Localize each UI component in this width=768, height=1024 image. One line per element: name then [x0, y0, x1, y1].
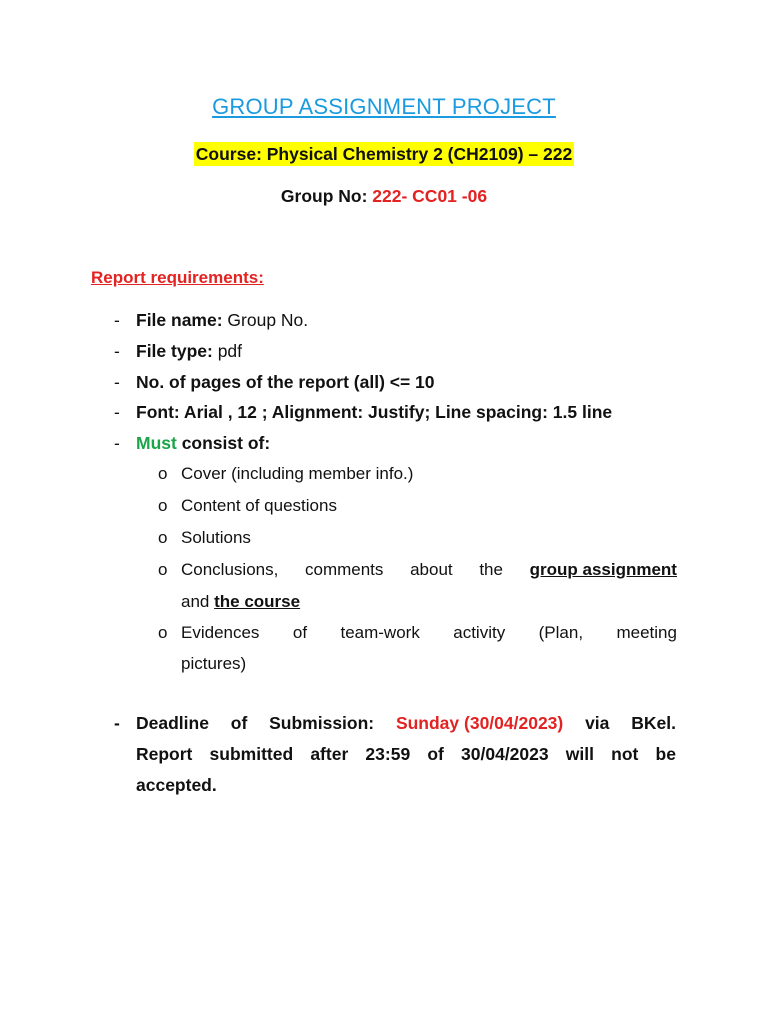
word: activity: [453, 623, 506, 642]
deadline-row-2: [136, 739, 676, 770]
group-number: 222- CC01 -06: [372, 186, 488, 206]
word: meeting: [616, 623, 677, 642]
word: not: [611, 744, 639, 764]
bullet-dash: -: [114, 402, 120, 422]
pages-text: No. of pages of the report (all) <= 10: [136, 372, 435, 392]
must-rest: consist of:: [176, 433, 271, 453]
word: Conclusions,: [181, 560, 279, 579]
group-label: Group No:: [280, 186, 373, 206]
sub-bullet: o: [158, 623, 168, 642]
word: 23:59: [365, 744, 411, 764]
word: will: [565, 744, 594, 764]
sub-bullet: o: [158, 464, 168, 483]
word: of: [292, 623, 308, 642]
course-highlight: Course: Physical Chemistry 2 (CH2109) – 222: [195, 144, 573, 164]
word: of: [230, 713, 248, 733]
word: Evidences: [181, 623, 260, 642]
bullet-dash: -: [114, 713, 120, 733]
word: Deadline: [136, 713, 209, 733]
group-assignment-underlined: group assignment: [529, 560, 677, 579]
course-line: [0, 144, 768, 165]
word: (Plan,: [538, 623, 584, 642]
the-course-underlined: the course: [214, 592, 301, 611]
file-name-label: File name:: [136, 310, 223, 330]
bullet-dash: -: [114, 433, 120, 453]
bullet-dash: -: [114, 372, 120, 392]
word: BKel.: [631, 713, 676, 733]
requirements-heading: Report requirements:: [91, 268, 264, 287]
word: 30/04/2023: [461, 744, 549, 764]
sub-item-text: Cover (including member info.): [181, 464, 414, 483]
font-text: Font: Arial , 12 ; Alignment: Justify; Line spacing: 1.5 line: [136, 402, 613, 422]
file-name-value: Group No.: [222, 310, 309, 330]
word: accepted.: [136, 775, 217, 795]
bullet-dash: -: [114, 310, 120, 330]
sub-item-text: pictures): [181, 654, 247, 673]
word: be: [655, 744, 676, 764]
word: Report: [136, 744, 193, 764]
word: comments: [305, 560, 384, 579]
deadline-row-3: [136, 770, 676, 801]
file-type-value: pdf: [212, 341, 243, 361]
word: about: [410, 560, 453, 579]
sub-bullet: o: [158, 560, 168, 579]
sub-item-text: Content of questions: [181, 496, 337, 515]
word: and: [181, 592, 215, 611]
file-type-label: File type:: [136, 341, 213, 361]
deadline-date: Sunday (30/04/2023): [395, 713, 564, 733]
sub-item-text: Solutions: [181, 528, 251, 547]
page-title: GROUP ASSIGNMENT PROJECT: [212, 94, 556, 119]
must-highlight: Must: [136, 433, 177, 453]
word: submitted: [209, 744, 294, 764]
word: Submission:: [269, 713, 375, 733]
word: after: [310, 744, 349, 764]
word: team-work: [340, 623, 420, 642]
word: of: [427, 744, 444, 764]
word: via: [585, 713, 610, 733]
sub-bullet: o: [158, 528, 168, 547]
sub-bullet: o: [158, 496, 168, 515]
bullet-dash: -: [114, 341, 120, 361]
group-line: [0, 186, 768, 207]
deadline-row-1: [136, 708, 676, 739]
word: the: [479, 560, 503, 579]
